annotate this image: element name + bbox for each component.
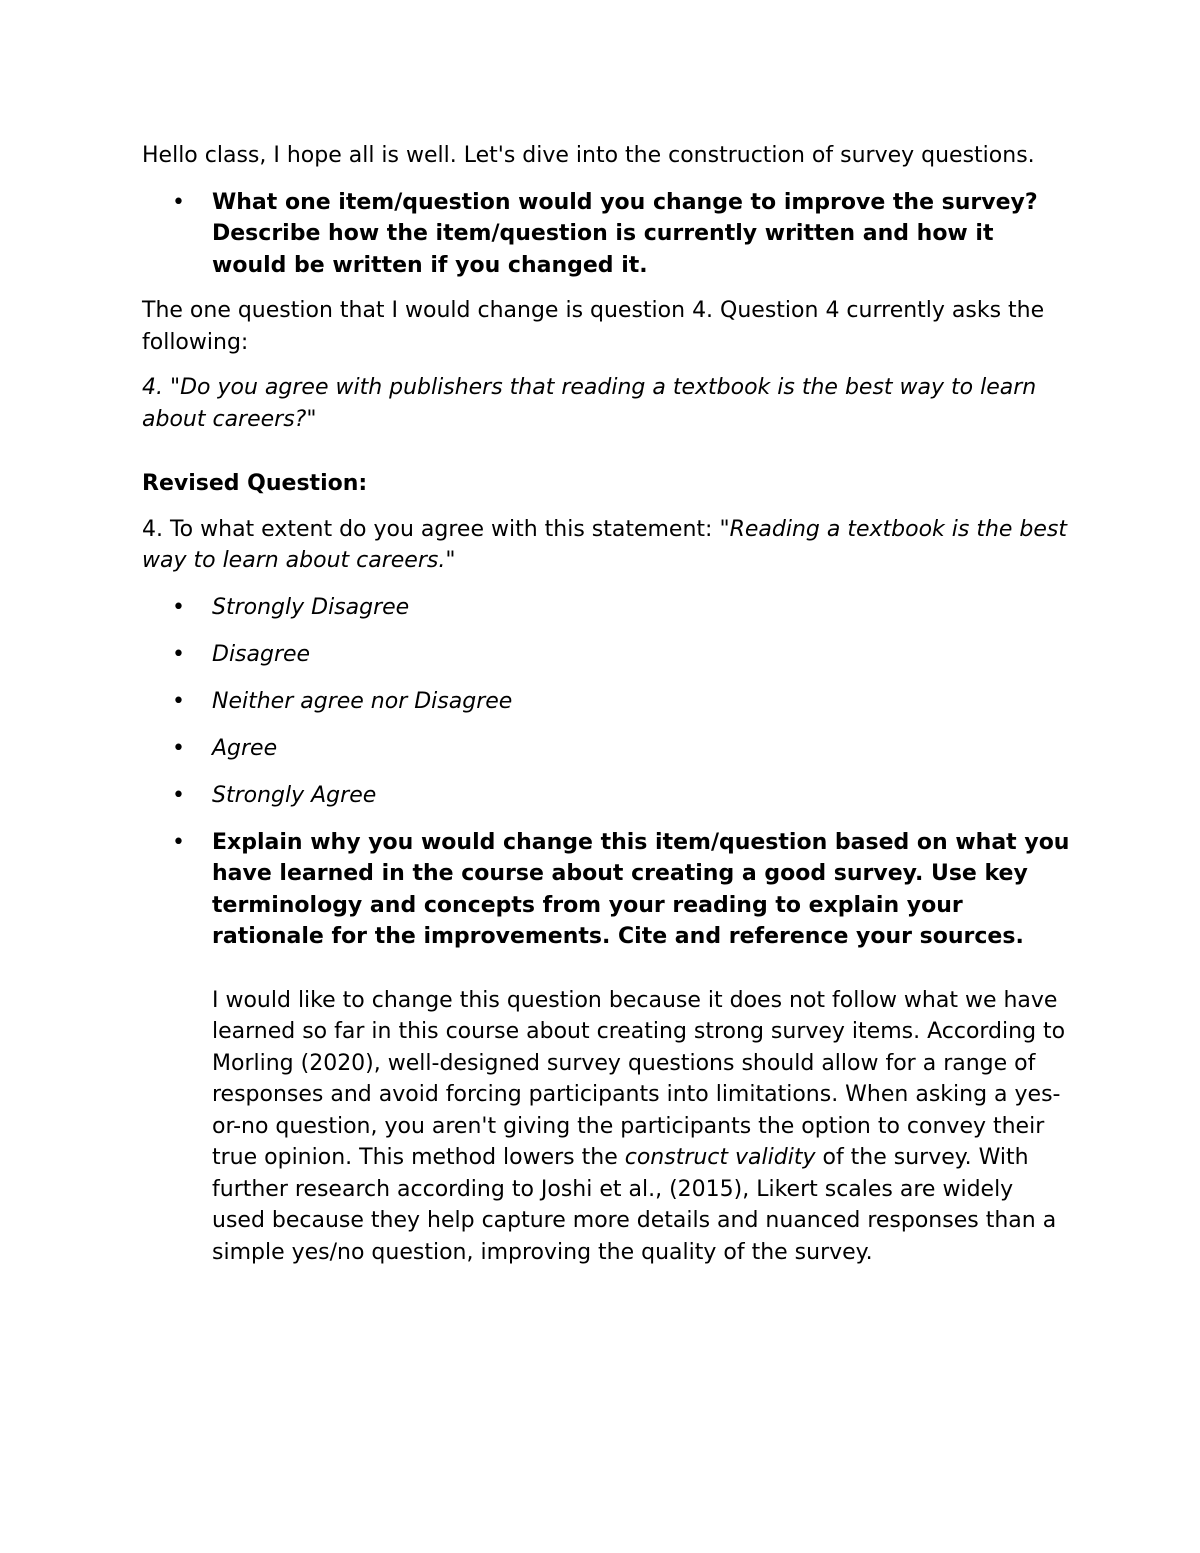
answer-term: construct validity [624,1145,816,1170]
bullet-dot: • [172,688,185,714]
bullet-dot: • [172,641,185,667]
current-question-intro: The one question that I would change is question 4. Question 4 currently asks the following: [142,298,1045,355]
option-neutral [142,686,1072,718]
document-page [142,140,1072,1268]
intro-paragraph: Hello class, I hope all is well. Let's dive into the construction of survey questions. [142,143,1035,168]
prompt-text-2: Explain why you would change this item/question based on what you have learned in the course about creating a good survey. Use key terminology and concepts from your reading to explain your rationale for the improvements. Cite and reference your sources. [212,829,1070,949]
option-agree [142,733,1072,765]
answer-paragraph [142,985,1072,1269]
revised-suffix: " [445,548,456,573]
current-question: 4. "Do you agree with publishers that reading a textbook is the best way to learn about careers?" [142,375,1037,432]
option-label: Strongly Disagree [212,594,410,620]
bullet-dot: • [172,735,185,761]
prompt-bullet-1 [142,187,1072,282]
option-label: Strongly Agree [212,782,377,808]
bullet-dot: • [172,189,185,215]
option-strongly-disagree [142,592,1072,624]
option-label: Agree [212,735,278,761]
revised-question-heading: Revised Question: [142,471,368,496]
revised-prefix: 4. To what extent do you agree with this statement: " [142,516,730,542]
revised-statement: Reading a textbook is the best way to learn about careers. [142,516,1068,573]
bullet-dot: • [172,594,185,620]
bullet-dot: • [172,782,185,808]
bullet-dot: • [172,829,185,855]
revised-question [142,514,1072,577]
prompt-text-1: What one item/question would you change to improve the survey? Describe how the item/question is currently written and how it would be written if you changed it. [212,189,1038,278]
answer-text-2: of the survey. With further research according to Joshi et al., (2015), Likert scales are widely used because they help capture more details and nuanced responses than a simple yes/no question, improving the quality of the survey. [212,1145,1057,1265]
answer-text-1: I would like to change this question because it does not follow what we have learned so far in this course about creating strong survey items. According to Morling (2020), well-designed survey questions should allow for a range of responses and avoid forcing participants into limitations. When asking a yes-or-no question, you aren't giving the participants the option to convey their true opinion. This method lowers the [212,987,1066,1170]
option-strongly-agree [142,780,1072,812]
option-disagree [142,639,1072,671]
option-label: Disagree [212,641,311,667]
prompt-bullet-2 [142,827,1072,953]
option-label: Neither agree nor Disagree [212,688,513,714]
